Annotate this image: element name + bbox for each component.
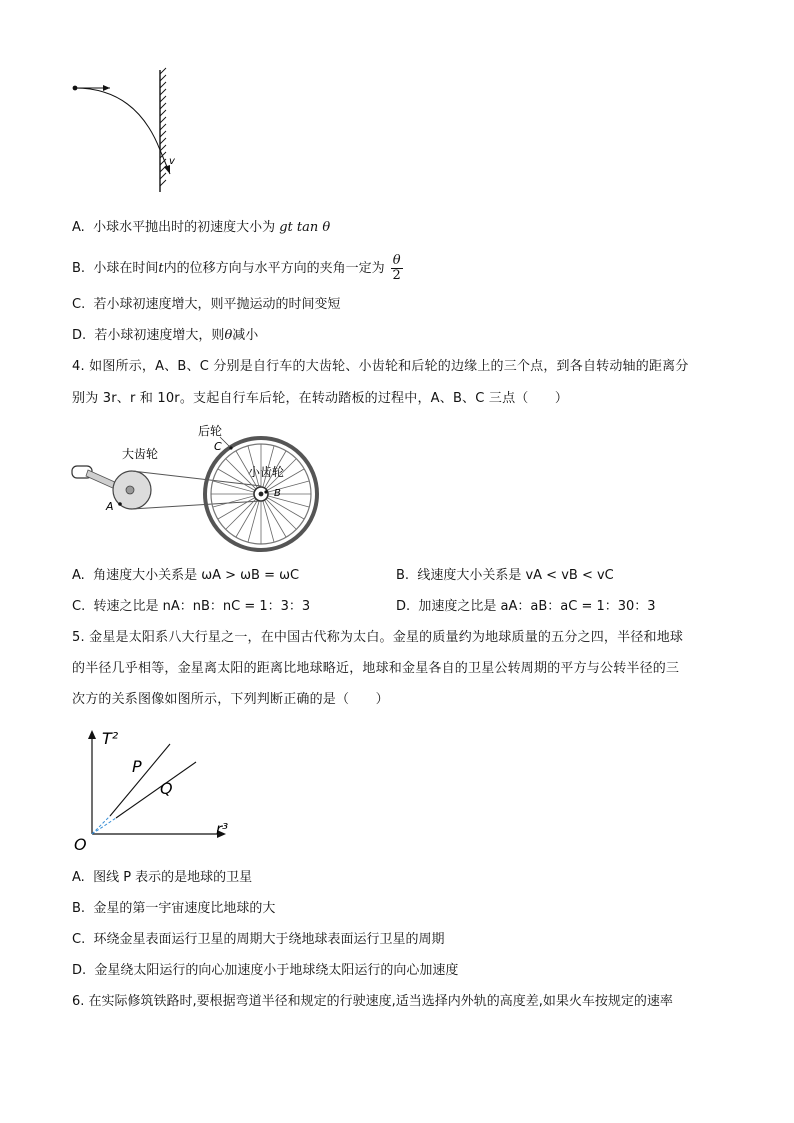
y-axis-label: T²	[102, 729, 119, 748]
q3-option-c: C. 若小球初速度增大，则平抛运动的时间变短	[72, 297, 341, 312]
line-q	[116, 762, 196, 818]
q5-stem-line2: 的半径几乎相等，金星离太阳的距离比地球略近，地球和金星各自的卫星公转周期的平方与公转半径的三	[72, 661, 680, 676]
q5-stem-line3: 次方的关系图像如图所示，下列判断正确的是（ ）	[72, 692, 389, 707]
projectile-wall-figure	[66, 66, 186, 196]
line-q-label: Q	[160, 779, 173, 798]
q3-option-b: B. 小球在时间t内的位移方向与水平方向的夹角一定为 $\frac{\theta}{2}$	[72, 253, 401, 283]
q5-option-a: A. 图线 P 表示的是地球的卫星	[72, 870, 253, 885]
point-a	[118, 502, 122, 506]
label-point-c: C	[214, 440, 222, 453]
bicycle-gear-figure	[70, 420, 325, 560]
q5-option-d: D. 金星绕太阳运行的向心加速度小于地球绕太阳运行的向心加速度	[72, 963, 459, 978]
x-axis-label: r³	[216, 820, 229, 838]
q5-stem-line1: 5. 金星是太阳系八大行星之一，在中国古代称为太白。金星的质量约为地球质量的五分之四，半径和地球	[72, 630, 684, 645]
q4-option-d: D. 加速度之比是 aA：aB：aC = 1：30：3	[396, 599, 656, 614]
origin-label: O	[74, 835, 87, 854]
point-b	[264, 490, 267, 493]
q4-stem-line1: 4. 如图所示，A、B、C 分别是自行车的大齿轮、小齿轮和后轮的边缘上的三个点，到各自转动轴的距离分	[72, 359, 689, 374]
chain-top	[132, 471, 261, 486]
q3-option-a: A. 小球水平抛出时的初速度大小为 gt tan θ	[72, 220, 331, 235]
label-big-gear: 大齿轮	[122, 447, 159, 461]
label-point-a: A	[106, 500, 114, 513]
q4-option-c: C. 转速之比是 nA：nB：nC = 1：3：3	[72, 599, 311, 614]
line-q-extension	[92, 818, 116, 834]
line-p-label: P	[132, 757, 142, 776]
q4-option-a: A. 角速度大小关系是 ωA > ωB = ωC	[72, 568, 300, 583]
q3-option-d: D. 若小球初速度增大，则θ减小	[72, 328, 259, 343]
q5-option-c: C. 环绕金星表面运行卫星的周期大于绕地球表面运行卫星的周期	[72, 932, 445, 947]
q4-stem-line2: 别为 3r、r 和 10r。支起自行车后轮，在转动踏板的过程中，A、B、C 三点（ ）	[72, 391, 569, 406]
label-rear-wheel: 后轮	[198, 424, 223, 438]
t2-r3-graph	[70, 722, 240, 854]
q5-option-b: B. 金星的第一宇宙速度比地球的大	[72, 901, 276, 916]
point-c	[229, 446, 232, 449]
velocity-label: v	[169, 156, 175, 167]
wall	[160, 68, 166, 192]
fraction-theta-over-2: $\frac{\theta}{2}$	[392, 253, 401, 283]
label-small-gear: 小齿轮	[248, 465, 285, 479]
label-point-b: B	[274, 488, 281, 499]
trajectory	[75, 88, 160, 150]
q6-stem-line1: 6. 在实际修筑铁路时,要根据弯道半径和规定的行驶速度,适当选择内外轨的高度差,如果火车按规定的速率	[72, 994, 673, 1009]
line-p-extension	[92, 816, 110, 834]
q4-option-b: B. 线速度大小关系是 vA < vB < vC	[396, 568, 614, 583]
